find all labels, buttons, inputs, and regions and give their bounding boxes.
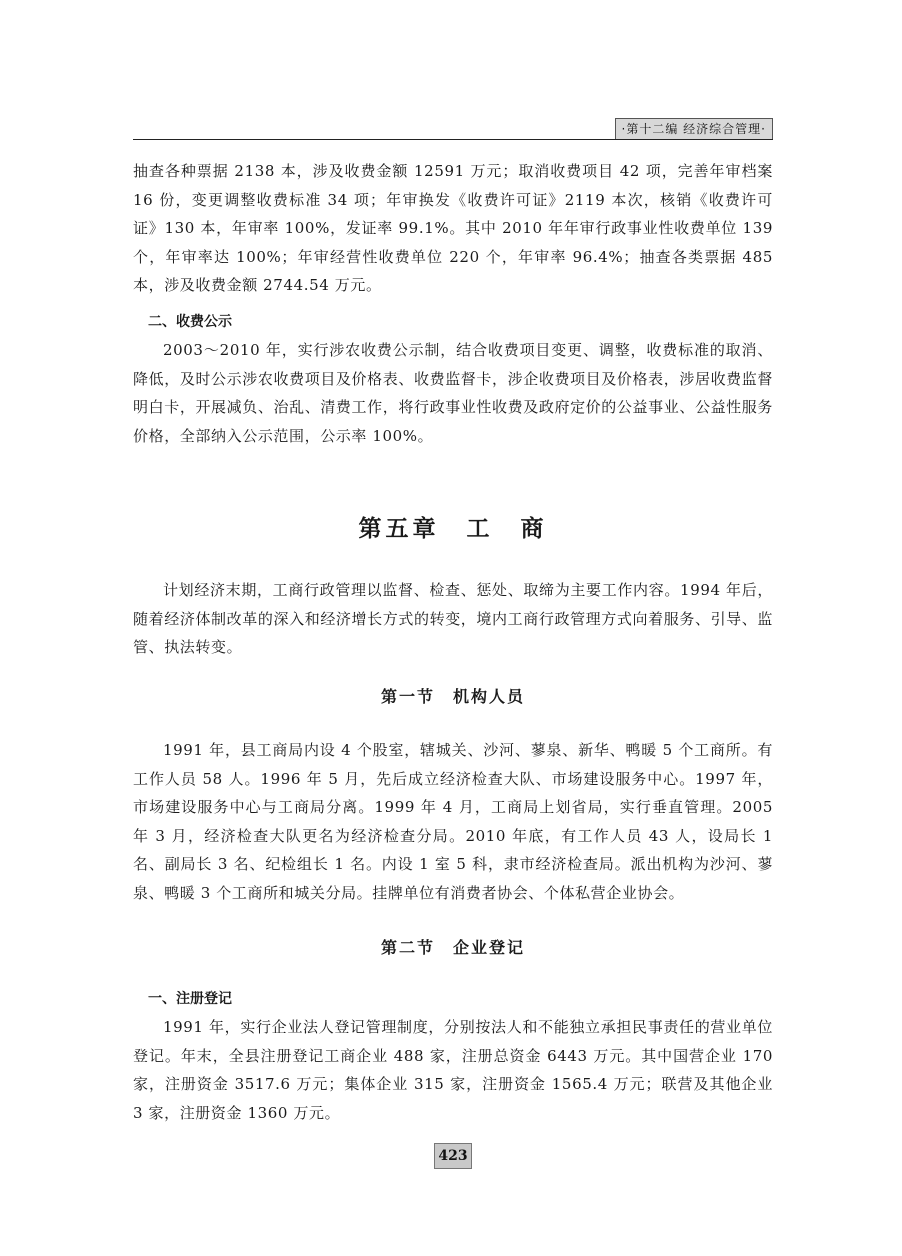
section2-paragraph: 1991 年，实行企业法人登记管理制度，分别按法人和不能独立承担民事责任的营业单位登记。年末，全县注册登记工商企业 488 家，注册总资金 6443 万元。其中国营企业 170 家，注册资金 3517.6 万元；集体企业 315 家，注册资金 1565.4 万元；联营及其他企业 3 家，注册资金 1360 万元。: [133, 1018, 773, 1122]
page: [133, 0, 773, 1256]
running-header: ·第十二编 经济综合管理·: [615, 118, 773, 140]
fee-disclosure-paragraph: 2003～2010 年，实行涉农收费公示制，结合收费项目变更、调整，收费标准的取消、降低，及时公示涉农收费项目及价格表、收费监督卡，涉企收费项目及价格表，涉居收费监督明白卡，开展减负、治乱、清费工作，将行政事业性收费及政府定价的公益事业、公益性服务价格，全部纳入公示范围，公示率 100%。: [133, 341, 773, 445]
section2-subheading: 一、注册登记: [148, 991, 232, 1007]
fee-disclosure-block: [133, 308, 773, 450]
chapter-title: 第五章 工 商: [358, 516, 548, 542]
section2-title: 第二节 企业登记: [380, 938, 525, 957]
chapter-intro-paragraph: 计划经济末期，工商行政管理以监督、检查、惩处、取缔为主要工作内容。1994 年后，随着经济体制改革的深入和经济增长方式的转变，境内工商行政管理方式向着服务、引导、监管、执法转变。: [133, 581, 773, 656]
chapter-intro-block: [133, 576, 773, 662]
page-number: 423: [434, 1143, 472, 1169]
section2-block: [133, 985, 773, 1127]
section1-block: [133, 736, 773, 907]
section1-paragraph: 1991 年，县工商局内设 4 个股室，辖城关、沙河、蓼泉、新华、鸭暖 5 个工商所。有工作人员 58 人。1996 年 5 月，先后成立经济检查大队、市场建设服务中心。1997 年，市场建设服务中心与工商局分离。1999 年 4 月，工商局上划省局，实行垂直管理。2005 年 3 月，经济检查大队更名为经济检查分局。2010 年底，有工作人员 43 人，设局长 1 名、副局长 3 名、纪检组长 1 名。内设 1 室 5 科，隶市经济检查局。派出机构为沙河、蓼泉、鸭暖 3 个工商所和城关分局。挂牌单位有消费者协会、个体私营企业协会。: [133, 741, 773, 902]
intro-block: [133, 157, 773, 300]
section1-title: 第一节 机构人员: [380, 687, 525, 706]
fee-disclosure-heading: 二、收费公示: [148, 314, 232, 330]
header-rule: [133, 139, 773, 140]
intro-paragraph: 抽查各种票据 2138 本，涉及收费金额 12591 万元；取消收费项目 42 项，完善年审档案 16 份，变更调整收费标准 34 项；年审换发《收费许可证》2119 本次，核销《收费许可证》130 本，年审率 100%，发证率 99.1%。其中 2010 年年审行政事业性收费单位 139 个，年审率达 100%；年审经营性收费单位 220 个，年审率 96.4%；抽查各类票据 485 本，涉及收费金额 2744.54 万元。: [133, 162, 773, 294]
